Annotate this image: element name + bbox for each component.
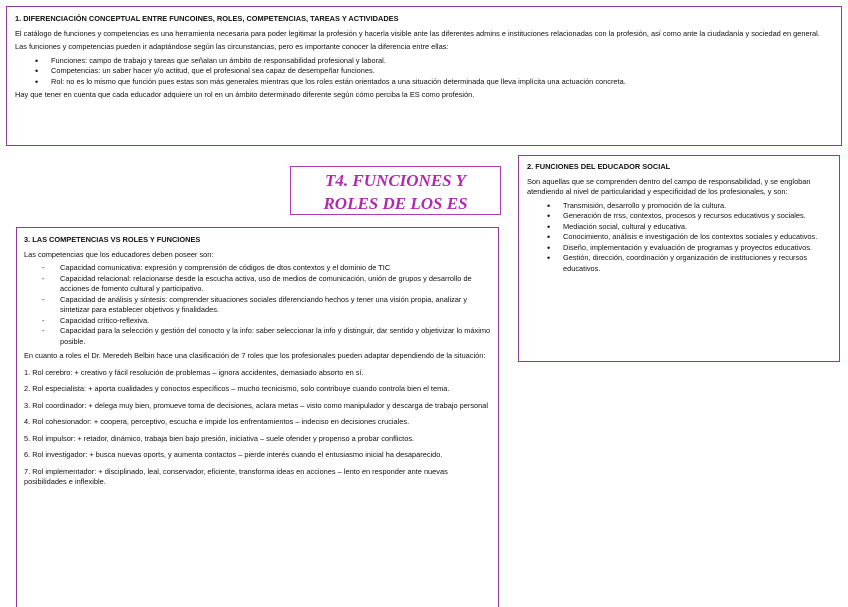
section-1-paragraph-1: El catálogo de funciones y competencias es una herramienta necesaria para poder legitimar la profesión y hacerla visible ante las diferentes admins e instituciones relacionadas con la profesión, así como ante la ciudadanía y sociedad en general. bbox=[15, 28, 820, 38]
list-item: - Capacidad relacional: relacionarse desde la escucha activa, uso de medios de comunicación, unión de grupos y desarrollo de acciones de fomento cultural y participativo. bbox=[60, 274, 491, 295]
list-item: • Generación de rrss, contextos, procesos y recursos educativos y sociales. bbox=[563, 211, 831, 222]
list-item: • Conocimiento, análisis e investigación de los contextos sociales y educativos. bbox=[563, 232, 831, 243]
section-3-box bbox=[16, 227, 499, 607]
section-1-heading: 1. DIFERENCIACIÓN CONCEPTUAL ENTRE FUNCOINES, ROLES, COMPETENCIAS, TAREAS Y ACTIVIDADES bbox=[15, 14, 399, 23]
list-item: 3. Rol coordinador: + delega muy bien, promueve toma de decisiones, aclara metas – visto como manipulador y descarga de trabajo personal bbox=[24, 400, 489, 410]
list-item: • Funciones: campo de trabajo y tareas que señalan un ámbito de responsabilidad profesional y laboral. bbox=[51, 56, 833, 67]
competencias-list bbox=[24, 263, 491, 347]
section-2-paragraph: Son aquellas que se comprenden dentro del campo de responsabilidad, y se engloban atendiendo al nivel de particularidad y especificidad de los profesionales, y son: bbox=[527, 176, 811, 197]
list-item: 5. Rol impulsor: + retador, dinámico, trabaja bien bajo presión, iniciativa – suele ofender y propenso a probar conflictos. bbox=[24, 433, 415, 443]
list-item: • Rol: no es lo mismo que función pues estas son más generales mientras que los roles están orientados a una situación determinada que lleva implícita una actuación concreta. bbox=[51, 77, 833, 88]
section-1-paragraph-2: Las funciones y competencias pueden ir adaptándose según las circunstancias, pero es importante conocer la diferencia entre ellas: bbox=[15, 42, 449, 52]
document-title-line-1: T4. FUNCIONES Y bbox=[325, 171, 466, 190]
section-1-bullet-list bbox=[15, 56, 833, 88]
list-item: - Capacidad de análisis y síntesis: comprender situaciones sociales diferenciando hechos y tener una visión propia, analizar y sintetizar para establecer objetivos y finalidades. bbox=[60, 295, 491, 316]
section-2-box bbox=[518, 155, 840, 362]
roles-list bbox=[24, 368, 491, 488]
list-item: - Capacidad para la selección y gestión del conocto y la info: saber seleccionar la info y distinguir, dar sentido y objetivizar lo máximo posible. bbox=[60, 326, 491, 347]
roles-intro: En cuanto a roles el Dr. Meredeh Belbin hace una clasificación de 7 roles que los profesionales pueden adaptar dependiendo de la situación: bbox=[24, 351, 486, 361]
document-title-line-2: ROLES DE LOS ES bbox=[323, 194, 468, 213]
list-item: • Transmisión, desarrollo y promoción de la cultura. bbox=[563, 201, 831, 212]
section-1-paragraph-3: Hay que tener en cuenta que cada educador adquiere un rol en un ámbito determinado diferente según cómo perciba la ES como profesión. bbox=[15, 90, 475, 100]
section-3-heading: 3. LAS COMPETENCIAS VS ROLES Y FUNCIONES bbox=[24, 235, 201, 244]
section-1-box bbox=[6, 6, 842, 146]
list-item: - Capacidad crítico-reflexiva. bbox=[60, 316, 491, 327]
section-2-bullet-list bbox=[527, 201, 831, 275]
list-item: 2. Rol especialista: + aporta cualidades y conoctos específicos – mucho tecnicismo, solo contribuye cuando controla bien el tema. bbox=[24, 384, 450, 394]
list-item: 1. Rol cerebro: + creativo y fácil resolución de problemas – ignora accidentes, demasiado absorto en sí. bbox=[24, 367, 364, 377]
section-3-intro: Las competencias que los educadores deben poseer son: bbox=[24, 249, 214, 259]
list-item: - Capacidad comunicativa: expresión y comprensión de códigos de dtos contextos y el dominio de TIC bbox=[60, 263, 491, 274]
list-item: 4. Rol cohesionador: + coopera, perceptivo, escucha e impide los enfrentamientos – indeciso en decisiones cruciales. bbox=[24, 417, 410, 427]
list-item: 6. Rol investigador: + busca nuevas oports, y aumenta contactos – pierde interés cuando el entusiasmo inicial ha desaparecido. bbox=[24, 450, 443, 460]
list-item: • Diseño, implementación y evaluación de programas y proyectos educativos. bbox=[563, 243, 831, 254]
list-item: 7. Rol implementador: + disciplinado, leal, conservador, eficiente, transforma ideas en acciones – lento en responder ante nuevas posibilidades e inflexible. bbox=[24, 466, 448, 487]
list-item: • Gestión, dirección, coordinación y organización de instituciones y recursos educativos. bbox=[563, 253, 831, 274]
list-item: • Mediación social, cultural y educativa. bbox=[563, 222, 831, 233]
document-title-box bbox=[290, 166, 501, 215]
list-item: • Competencias: un saber hacer y/o actitud, que el profesional sea capaz de desempeñar funciones. bbox=[51, 66, 833, 77]
section-2-heading: 2. FUNCIONES DEL EDUCADOR SOCIAL bbox=[527, 162, 671, 171]
